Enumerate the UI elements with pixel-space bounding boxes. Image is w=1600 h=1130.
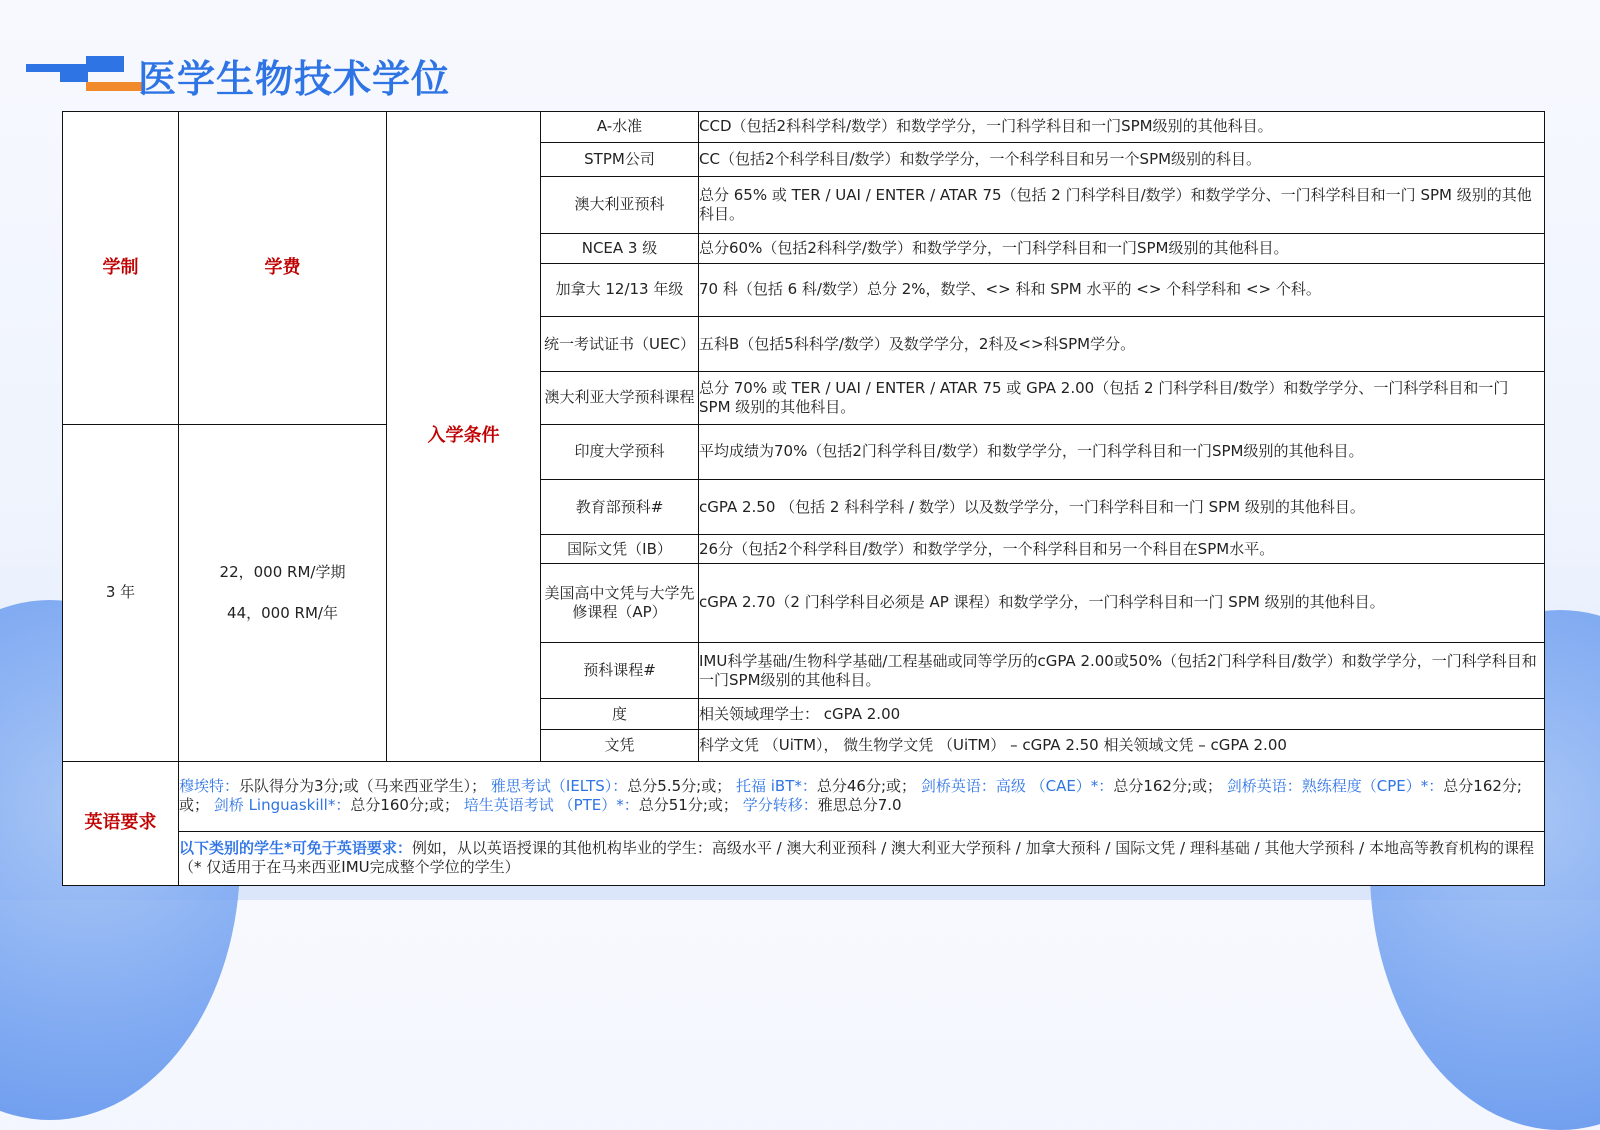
exempt-label: 以下类别的学生*可免于英语要求： — [179, 839, 412, 858]
eng-val: 总分5.5分;或； — [627, 777, 732, 796]
eng-key: 托福 iBT*： — [736, 777, 817, 796]
req-name: 印度大学预科 — [541, 424, 699, 479]
english-exemption — [179, 831, 1545, 885]
fee-header: 学费 — [179, 112, 387, 425]
req-name: 文凭 — [541, 730, 699, 762]
eng-val: 总分162分;或； — [179, 777, 1522, 815]
req-name: 美国高中文凭与大学先修课程（AP） — [541, 564, 699, 643]
eng-key: 雅思考试（IELTS）： — [490, 777, 628, 796]
req-desc: 五科B（包括5科科学/数学）及数学学分，2科及<>科SPM学分。 — [699, 317, 1545, 372]
req-desc: 相关领域理学士： cGPA 2.00 — [699, 699, 1545, 730]
title-logo-icon — [26, 54, 126, 94]
req-desc: 科学文凭 （UiTM）， 微生物学文凭 （UiTM） – cGPA 2.50 相关领域文凭 – cGPA 2.00 — [699, 730, 1545, 762]
req-desc: IMU科学基础/生物科学基础/工程基础或同等学历的cGPA 2.00或50%（包括2门科学科目/数学）和数学学分，一门科学科目和一门SPM级别的其他科目。 — [699, 642, 1545, 698]
req-name: 教育部预科# — [541, 479, 699, 534]
requirements-table — [62, 111, 1545, 886]
req-desc: 总分60%（包括2科科学/数学）和数学学分，一门科学科目和一门SPM级别的其他科目。 — [699, 233, 1545, 263]
req-name: 澳大利亚预科 — [541, 176, 699, 233]
req-desc: cGPA 2.50 （包括 2 科科学科 / 数学）以及数学学分，一门科学科目和一门 SPM 级别的其他科目。 — [699, 479, 1545, 534]
req-desc: CC（包括2个科学科目/数学）和数学学分，一个科学科目和另一个SPM级别的科目。 — [699, 142, 1545, 176]
eng-key: 剑桥英语：熟练程度（CPE）*： — [1226, 777, 1444, 796]
req-desc: cGPA 2.70（2 门科学科目必须是 AP 课程）和数学学分，一门科学科目和一门 SPM 级别的其他科目。 — [699, 564, 1545, 643]
exempt-text: 例如，从以英语授课的其他机构毕业的学生：高级水平 / 澳大利亚预科 / 澳大利亚大学预科 / 加拿大预科 / 国际文凭 / 理科基础 / 其他大学预科 / 本地高等教育机构的课程（* 仅适用于在马来西亚IMU完成整个学位的学生） — [179, 839, 1534, 877]
eng-key: 培生英语考试 （PTE）*： — [463, 796, 639, 815]
req-name: 统一考试证书（UEC） — [541, 317, 699, 372]
req-desc: CCD（包括2科科学科/数学）和数学学分，一门科学科目和一门SPM级别的其他科目。 — [699, 112, 1545, 143]
req-name: 度 — [541, 699, 699, 730]
duration-value: 3 年 — [63, 424, 179, 761]
req-desc: 70 科（包括 6 科/数学）总分 2%，数学、<> 科和 SPM 水平的 <> 个科学科和 <> 个科。 — [699, 263, 1545, 316]
eng-key: 剑桥英语：高级 （CAE）*： — [920, 777, 1114, 796]
fee-value — [179, 424, 387, 761]
duration-header: 学制 — [63, 112, 179, 425]
req-desc: 总分 70% 或 TER / UAI / ENTER / ATAR 75 或 GPA 2.00（包括 2 门科学科目/数学）和数学学分、一门科学科目和一门 SPM 级别的其他科目。 — [699, 372, 1545, 424]
req-name: 加拿大 12/13 年级 — [541, 263, 699, 316]
eng-key: 学分转移： — [742, 796, 818, 815]
fee-semester: 22，000 RM/学期 — [219, 562, 346, 581]
req-name: STPM公司 — [541, 142, 699, 176]
eng-val: 总分162分;或； — [1113, 777, 1222, 796]
req-name: A-水准 — [541, 112, 699, 143]
req-name: 国际文凭（IB） — [541, 535, 699, 564]
req-desc: 平均成绩为70%（包括2门科学科目/数学）和数学学分，一门科学科目和一门SPM级别的其他科目。 — [699, 424, 1545, 479]
page-title: 医学生物技术学位 — [138, 57, 451, 101]
english-requirements — [179, 761, 1545, 831]
req-name: 澳大利亚大学预科课程 — [541, 372, 699, 424]
req-name: NCEA 3 级 — [541, 233, 699, 263]
fee-year: 44，000 RM/年 — [227, 603, 338, 622]
admission-header: 入学条件 — [387, 112, 541, 762]
eng-val: 总分51分;或； — [638, 796, 738, 815]
english-header: 英语要求 — [63, 761, 179, 885]
eng-key: 剑桥 Linguaskill*： — [213, 796, 351, 815]
req-desc: 26分（包括2个科学科目/数学）和数学学分，一个科学科目和另一个科目在SPM水平。 — [699, 535, 1545, 564]
req-name: 预科课程# — [541, 642, 699, 698]
eng-val: 乐队得分为3分;或（马来西亚学生）； — [239, 777, 487, 796]
eng-key: 穆埃特： — [179, 777, 240, 796]
eng-val: 雅思总分7.0 — [817, 796, 902, 815]
req-desc: 总分 65% 或 TER / UAI / ENTER / ATAR 75（包括 2 门科学科目/数学）和数学学分、一门科学科目和一门 SPM 级别的其他科目。 — [699, 176, 1545, 233]
eng-val: 总分160分;或； — [350, 796, 460, 815]
eng-val: 总分46分;或； — [816, 777, 917, 796]
